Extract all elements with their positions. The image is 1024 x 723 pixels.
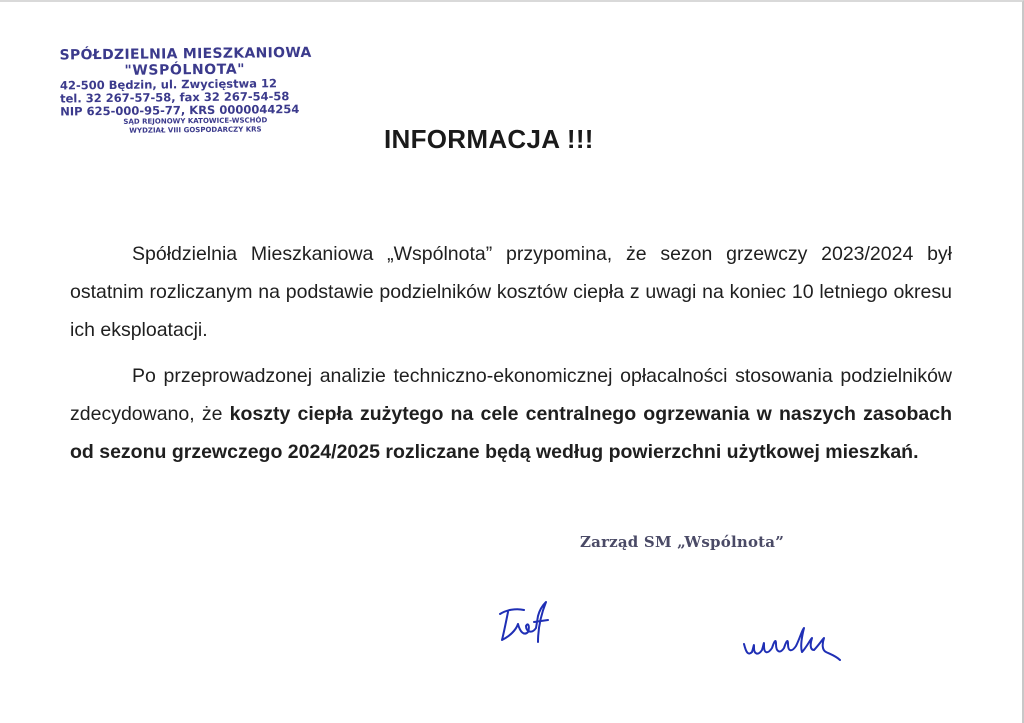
stamp-address: 42-500 Będzin, ul. Zwycięstwa 12 — [59, 76, 278, 93]
stamp-division: WYDZIAŁ VIII GOSPODARCZY KRS — [129, 125, 262, 135]
stamp-ids: NIP 625-000-95-77, KRS 0000044254 — [60, 102, 300, 119]
stamp-subname: "WSPÓLNOTA" — [124, 61, 246, 79]
stamp-phones: tel. 32 267-57-58, fax 32 267-54-58 — [60, 89, 290, 106]
document-title: INFORMACJA !!! — [384, 124, 594, 154]
signature-2 — [740, 622, 855, 667]
stamp-name: SPÓŁDZIELNIA MIESZKANIOWA — [59, 44, 312, 64]
paragraph-2 — [70, 357, 952, 471]
stamp-court: SĄD REJONOWY KATOWICE-WSCHÓD — [123, 116, 268, 126]
paragraph-1 — [70, 235, 952, 349]
signature-1 — [494, 596, 554, 646]
board-stamp: Zarząd SM „Wspólnota” — [580, 533, 785, 551]
paragraph-2-text: Po przeprowadzonej analizie techniczno-ekonomicznej opłacalności stosowania podzielników zdecydowano, że — [70, 365, 952, 425]
paragraph-2-bold-text: koszty ciepła zużytego na cele centralnego ogrzewania w naszych zasobach od sezonu grzewczego 2024/2025 rozliczane będą według powierzchni użytkowej mieszkań. — [70, 403, 952, 463]
paragraph-1-text: Spółdzielnia Mieszkaniowa „Wspólnota” przypomina, że sezon grzewczy 2023/2024 był ostatnim rozliczanym na podstawie podzielników kosztów ciepła z uwagi na koniec 10 letniego okresu ich eksploatacji. — [70, 243, 952, 341]
cooperative-stamp — [60, 44, 351, 136]
